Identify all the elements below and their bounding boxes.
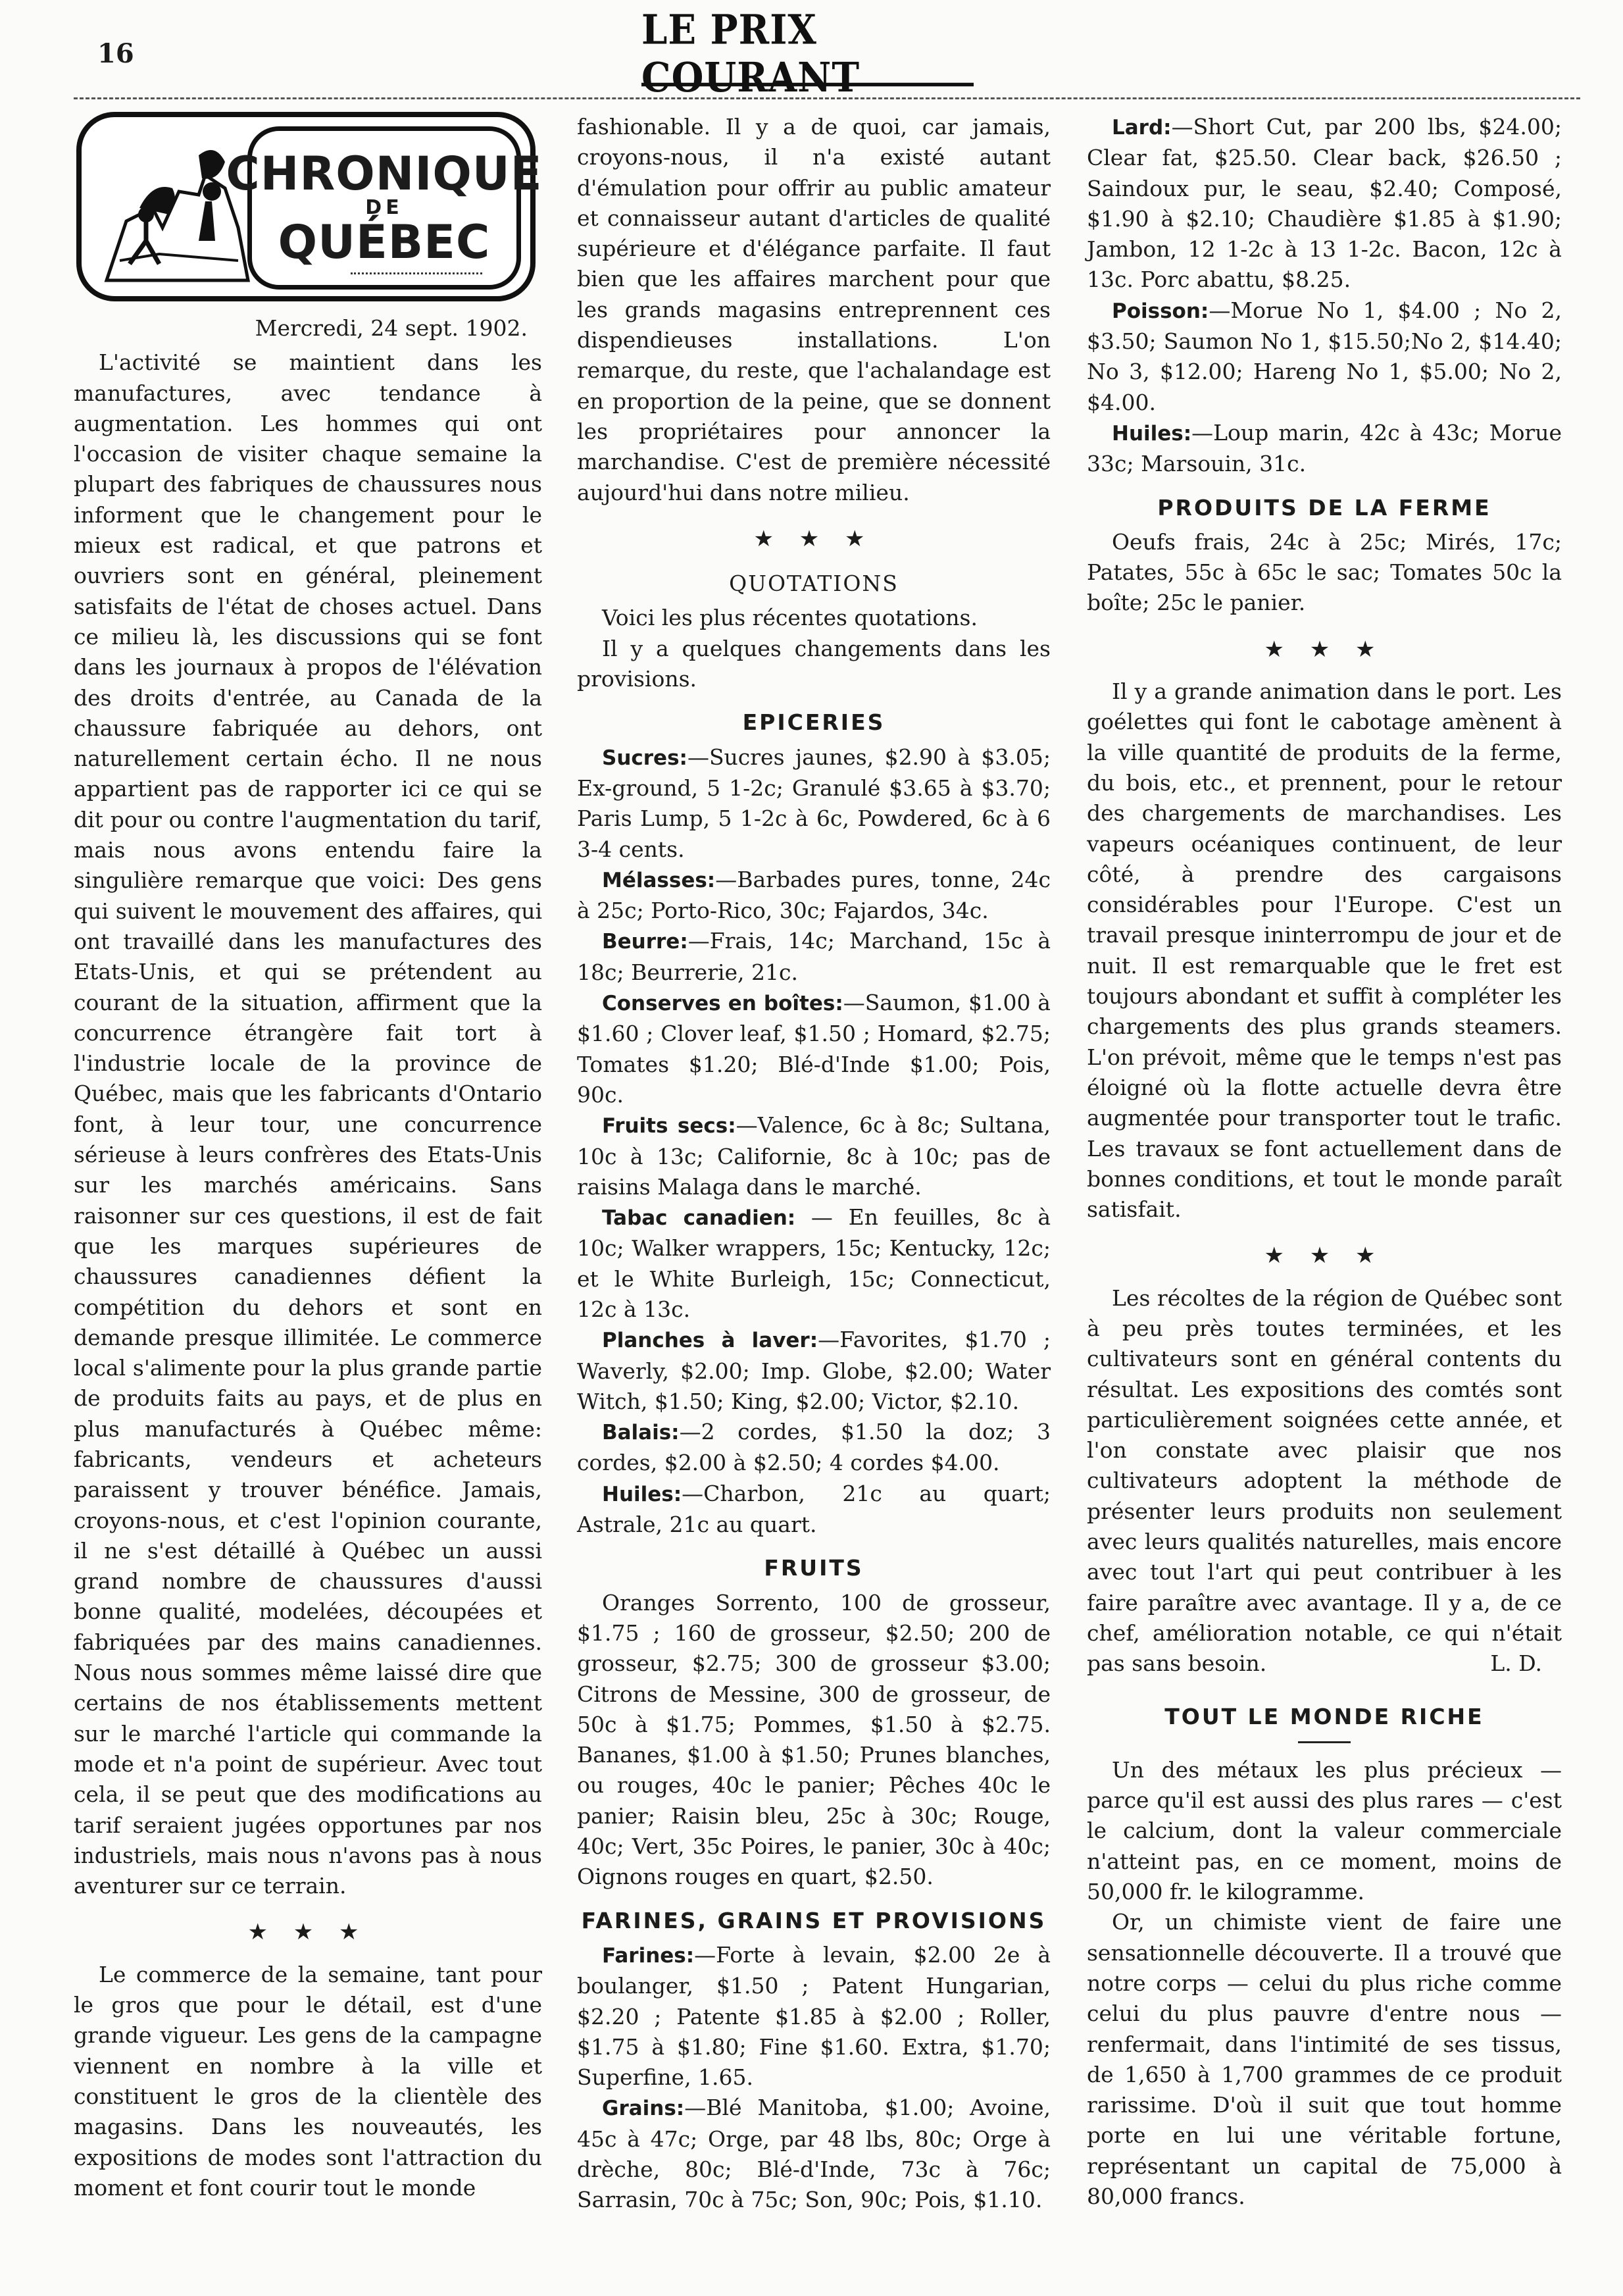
section-separator-stars: ★ ★ ★ [1264, 636, 1385, 663]
section-separator-stars: ★ ★ ★ [1264, 1242, 1385, 1269]
price-entry-text: —Sucres jaunes, $2.90 à $3.05; Ex-ground, 5 1-2c; Granulé $3.65 à $3.70; Paris Lump, 5 1-2c à 6c, Powdered, 6c à 6 3-4 cents. [577, 744, 1051, 862]
chronique-line-2: DE [365, 196, 403, 219]
price-entry-lead: Huiles: [602, 1482, 682, 1506]
article-paragraph [1087, 1283, 1562, 1679]
fruits-title: FRUITS [764, 1555, 864, 1581]
price-entry [577, 1940, 1051, 2093]
price-entry [1087, 112, 1562, 295]
price-entry [577, 988, 1051, 1110]
title-divider [1298, 1741, 1351, 1743]
chronique-line-1: CHRONIQUE [226, 147, 543, 201]
chronique-title [226, 126, 543, 290]
price-entry-lead: Fruits secs: [602, 1114, 736, 1138]
price-entry [577, 1479, 1051, 1541]
price-entry-lead: Farines: [602, 1943, 695, 1968]
price-entry-text: — En feuilles, 8c à 10c; Walker wrappers, 15c; Kentucky, 12c; et le White Burleigh, 15c; Connecticut, 12c à 13c. [577, 1204, 1051, 1322]
column-2 [577, 112, 1051, 2216]
price-entry [577, 2093, 1051, 2215]
price-entry-lead: Tabac canadien: [602, 1206, 796, 1231]
price-entry [577, 1325, 1051, 1417]
price-entry-lead: Conserves en boîtes: [602, 992, 843, 1016]
price-entry-text: —Forte à levain, $2.00 2e à boulanger, $1.50 ; Patent Hungarian, $2.20 ; Patente $1.85 à $2.00 ; Roller, $1.75 à $1.80; Fine $1.60. Extra, $1.70; Superfine, 1.65. [577, 1941, 1051, 2091]
price-entry-lead: Grains: [602, 2097, 685, 2121]
price-entry-lead: Lard: [1112, 116, 1172, 140]
article-paragraph: L'activité se maintient dans les manufactures, avec tendance à augmentation. Les hommes qui ont l'occasion de visiter chaque semaine la plupart des fabriques de chaussures nous informent que le changement pour le mieux est radical, et que patrons et ouvriers sont en général, pleinement satisfaits de l'état de choses actuel. Dans ce milieu là, les discussions qui se font dans les journaux à propos de l'élévation des droits d'entrée, au Canada de la chaussure fabriquée au dehors, ont naturellement certain écho. Il ne nous appartient pas de rapporter ici ce qui se dit pour ou contre l'augmentation du tarif, mais nous avons entendu faire la singulière remarque que voici: Des gens qui suivent le mouvement des affaires, qui ont travaillé dans les manufactures des Etats-Unis, et qui se prétendent au courant de la situation, affirment que la concurrence étrangère fait tort à l'industrie locale de la province de Québec, mais que les fabricants d'Ontario font, à leur tour, une concurrence sérieuse à leurs confrères des Etats-Unis sur les marchés américains. Sans raisonner sur ces questions, il est de fait que les marques supérieures de chaussures canadiennes défient la compétition du dehors et sont en demande presque illimitée. Le commerce local s'alimente pour la plus grande partie de produits faits au pays, et de plus en plus manufacturés à Québec même: fabricants, vendeurs et acheteurs paraissent y trouver bénéfice. Jamais, croyons-nous, et c'est l'opinion courante, il ne s'est détaillé à Québec un aussi grand nombre de chaussures d'aussi bonne qualité, modelées, découpées et fabriquées par des mains canadiennes. Nous nous sommes même laissé dire que certains de nos établissements mettent sur le marché l'article qui commande la mode et n'a point de supérieur. Avec tout cela, il se peut que des modifications au tarif seraient jugées opportunes par nos industriels, mais nous n'avons pas à nous aventurer sur ce terrain. [74, 349, 542, 1899]
column-1 [74, 112, 542, 2203]
price-entry-text: —2 cordes, $1.50 la doz; 3 cordes, $2.00 à $2.50; 4 cordes $4.00. [577, 1419, 1051, 1476]
price-entry-lead: Mélasses: [602, 868, 716, 892]
price-entry-text: —Frais, 14c; Marchand, 15c à 18c; Beurrerie, 21c. [577, 928, 1051, 985]
price-entry-text: —Charbon, 21c au quart; Astrale, 21c au quart. [577, 1480, 1051, 1538]
epiceries-title: EPICERIES [742, 709, 886, 736]
price-entry [577, 865, 1051, 927]
price-entry-lead: Sucres: [602, 746, 687, 770]
price-entry-lead: Planches à laver: [602, 1329, 818, 1353]
price-entry [1087, 418, 1562, 480]
masthead-logo: LE PRIX COURANT [641, 25, 974, 87]
price-entry-text: —Blé Manitoba, $1.00; Avoine, 45c à 47c; Orge, par 48 lbs, 80c; Orge à drèche, 80c; Blé-d'Inde, 73c à 76c; Sarrasin, 70c à 75c; Son, 90c; Pois, $1.10. [577, 2095, 1051, 2213]
price-entry-lead: Huiles: [1112, 421, 1192, 446]
page-number: 16 [97, 38, 134, 69]
price-entry [577, 1417, 1051, 1479]
chronique-line-3: QUÉBEC [278, 215, 491, 269]
price-entry [577, 926, 1051, 988]
price-entry-lead: Beurre: [602, 930, 688, 954]
quotations-title: QUOTATIONS [729, 571, 899, 597]
price-entry [577, 742, 1051, 865]
price-entry-text: —Morue No 1, $4.00 ; No 2, $3.50; Saumon No 1, $15.50;No 2, $14.40; No 3, $12.00; Hareng No 1, $5.00; No 2, $4.00. [1087, 297, 1562, 415]
section-separator-stars: ★ ★ ★ [753, 525, 874, 552]
article-paragraph: Oeufs frais, 24c à 25c; Mirés, 17c; Patates, 55c à 65c le sac; Tomates 50c la boîte; 25c le panier. [1087, 528, 1562, 616]
price-entry-lead: Poisson: [1112, 299, 1209, 323]
price-entry-text: —Favorites, $1.70 ; Waverly, $2.00; Imp. Globe, $2.00; Water Witch, $1.50; King, $2.00; Victor, $2.10. [577, 1327, 1051, 1414]
article-date: Mercredi, 24 sept. 1902. [255, 315, 528, 341]
produits-ferme-title: PRODUITS DE LA FERME [1157, 494, 1491, 521]
author-signature: L. D. [1490, 1650, 1542, 1677]
price-entry-lead: Balais: [602, 1421, 680, 1445]
article-paragraph: Un des métaux les plus précieux — parce qu'il est aussi des plus rares — c'est le calcium, dont la valeur commerciale n'atteint pas, en ce moment, moins de 50,000 fr. le kilogramme. [1087, 1756, 1562, 1905]
price-entry [577, 1202, 1051, 1325]
article-text: Les récoltes de la région de Québec sont à peu près toutes terminées, et les cultivateurs sont en général contents du résultat. Les expositions des comtés sont particulièrement soignées cette année, et l'on constate avec plaisir que nos cultivateurs adoptent la méthode de présenter leurs produits non seulement avec leurs qualités naturelles, mais encore avec tout l'art qui peut contribuer à les faire paraître avec avantage. Il y a, de ce chef, amélioration notable, ce qui n'était pas sans besoin. [1087, 1285, 1562, 1677]
price-entry-text: —Barbades pures, tonne, 24c à 25c; Porto-Rico, 30c; Fajardos, 34c. [577, 866, 1051, 924]
chronique-heading-box [76, 112, 543, 301]
tout-le-monde-riche-title: TOUT LE MONDE RICHE [1164, 1703, 1484, 1729]
price-entry [1087, 295, 1562, 418]
article-paragraph: Il y a grande animation dans le port. Les goélettes qui font le cabotage amènent à la ville quantité de produits de la ferme, du bois, etc., et prennent, pour le retour des chargements de marchandises. Les vapeurs océaniques continuent, de leur côté, à prendre des cargaisons considérables pour l'Europe. C'est un travail presque ininterrompu de jour et de nuit. Il est remarquable que le fret est toujours abondant et suffit à compléter les chargements des plus grands steamers. L'on prévoit, même que le temps n'est pas éloigné où la flotte actuelle devra être augmentée pour transporter tout le trafic. Les travaux se font actuellement dans de bonnes conditions, et tout le monde paraît satisfait. [1087, 678, 1562, 1223]
header-rule [74, 97, 1580, 99]
price-entry [577, 1110, 1051, 1202]
column-3 [1087, 112, 1562, 2212]
article-paragraph: Le commerce de la semaine, tant pour le gros que pour le détail, est d'une grande vigueur. Les gens de la campagne viennent en nombre à la ville et constituent le gros de la clientèle des magasins. Dans les nouveautés, les expositions de modes sont l'attraction du moment et font courir tout le monde [74, 1961, 542, 2201]
article-paragraph: Voici les plus récentes quotations. [602, 605, 978, 631]
price-entry-text: —Loup marin, 42c à 43c; Morue 33c; Marsouin, 31c. [1087, 419, 1562, 477]
price-entry-text: —Valence, 6c à 8c; Sultana, 10c à 13c; Californie, 8c à 10c; pas de raisins Malaga dans le marché. [577, 1112, 1051, 1200]
article-paragraph: Il y a quelques changements dans les provisions. [577, 635, 1051, 692]
section-separator-stars: ★ ★ ★ [247, 1919, 368, 1946]
article-paragraph: Oranges Sorrento, 100 de grosseur, $1.75 ; 160 de grosseur, $2.50; 200 de grosseur, $2.75; 300 de grosseur $3.00; Citrons de Messine, 300 de grosseur, de 50c à $1.75; Pommes, $1.50 à $2.75. Bananes, $1.00 à $1.50; Prunes blanches, ou rouges, 40c le panier; Pêches 40c le panier; Raisin bleu, 25c à 30c; Rouge, 40c; Vert, 35c Poires, le panier, 30c à 40c; Oignons rouges en quart, $2.50. [577, 1589, 1051, 1890]
price-entry-text: —Short Cut, par 200 lbs, $24.00; Clear fat, $25.50. Clear back, $26.50 ; Saindoux pur, le seau, $2.40; Composé, $1.90 à $2.10; Chaudière $1.85 à $1.90; Jambon, 12 1-2c à 13 1-2c. Bacon, 12c à 13c. Porc abattu, $8.25. [1087, 114, 1562, 293]
article-paragraph: Or, un chimiste vient de faire une sensationnelle découverte. Il a trouvé que notre corps — celui du plus riche comme celui du plus pauvre d'entre nous — renfermait, dans l'intimité de ses tissus, de 1,650 à 1,700 grammes de ce produit rarissime. D'où il suit que tout homme porte en lui une véritable fortune, représentant un capital de 75,000 à 80,000 francs. [1087, 1909, 1562, 2209]
dotted-line [351, 272, 482, 274]
price-entry-text: —Saumon, $1.00 à $1.60 ; Clover leaf, $1.50 ; Homard, $2.75; Tomates $1.20; Blé-d'Inde $1.00; Pois, 90c. [577, 990, 1051, 1108]
farines-title: FARINES, GRAINS ET PROVISIONS [581, 1907, 1047, 1933]
article-paragraph: fashionable. Il y a de quoi, car jamais, croyons-nous, il n'a existé autant d'émulation pour offrir au public amateur et connaisseur autant d'articles de qualité supérieure et d'élégance parfaite. Il faut bien que les affaires marchent pour que les grands magasins entreprennent ces dispendieuses installations. L'on remarque, du reste, que l'achalandage est en proportion de la peine, que se donnent les propriétaires pour annoncer la marchandise. C'est de première nécessité aujourd'hui dans notre milieu. [577, 114, 1051, 505]
